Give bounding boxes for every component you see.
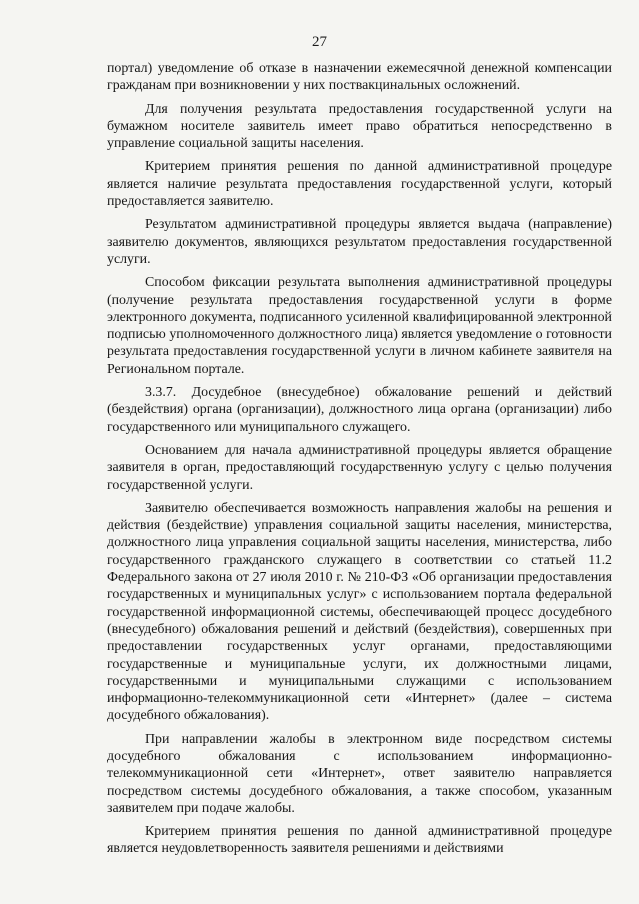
paragraph-5: Способом фиксации результата выполнения административной процедуры (получение результата предоставления государственной услуги в форме электронного документа, подписанного усиленной квалифицированной электронной подписью уполномоченного должностного лица) является уведомление о готовности результата предоставления государственной услуги в личном кабинете заявителя на Региональном портале.: [107, 275, 612, 377]
paragraph-3: Критерием принятия решения по данной административной процедуре является наличие результата предоставления государственной услуги, который предоставляется заявителю.: [107, 159, 612, 210]
paragraph-4: Результатом административной процедуры является выдача (направление) заявителю документов, являющихся результатом предоставления государственной услуги.: [107, 217, 612, 267]
paragraph-7: Основанием для начала административной процедуры является обращение заявителя в орган, предоставляющий государственную услугу с целью получения государственной услуги.: [107, 442, 612, 493]
paragraph-1: портал) уведомление об отказе в назначении ежемесячной денежной компенсации гражданам при возникновении у них поствакцинальных осложнений.: [107, 61, 612, 94]
document-body: [107, 60, 612, 858]
paragraph-6-section-3-3-7: 3.3.7. Досудебное (внесудебное) обжалование решений и действий (бездействия) органа (организации), должностного лица органа (организации) либо государственного или муниципального служащего.: [107, 385, 612, 435]
page-number: 27: [312, 34, 327, 50]
paragraph-9: При направлении жалобы в электронном виде посредством системы досудебного обжалования с использованием информационно-телекоммуникационной сети «Интернет», ответ заявителю направляется посредством системы досудебного обжалования, а также способом, указанным заявителем при подаче жалобы.: [107, 731, 612, 816]
paragraph-10: Критерием принятия решения по данной административной процедуре является неудовлетворенность заявителя решениями и действиями: [107, 824, 612, 857]
paragraph-2: Для получения результата предоставления государственной услуги на бумажном носителе заявитель имеет право обратиться непосредственно в управление социальной защиты населения.: [107, 101, 612, 152]
paragraph-8: Заявителю обеспечивается возможность направления жалобы на решения и действия (бездействие) управления социальной защиты населения, министерства, должностного лица управления социальной защиты населения, министерства, либо государственного гражданского служащего в соответствии со статьей 11.2 Федерального закона от 27 июля 2010 г. № 210-ФЗ «Об организации предоставления государственных и муниципальных услуг» с использованием портала федеральной государственной информационной системы, обеспечивающей процесс досудебного (внесудебного) обжалования решений и действий (бездействия), совершенных при предоставлении государственных услуг органами, предоставляющими государственные и муниципальные услуги, их должностными лицами, государственными и муниципальными служащими с использованием информационно-телекоммуникационной сети «Интернет» (далее – система досудебного обжалования).: [107, 500, 612, 724]
